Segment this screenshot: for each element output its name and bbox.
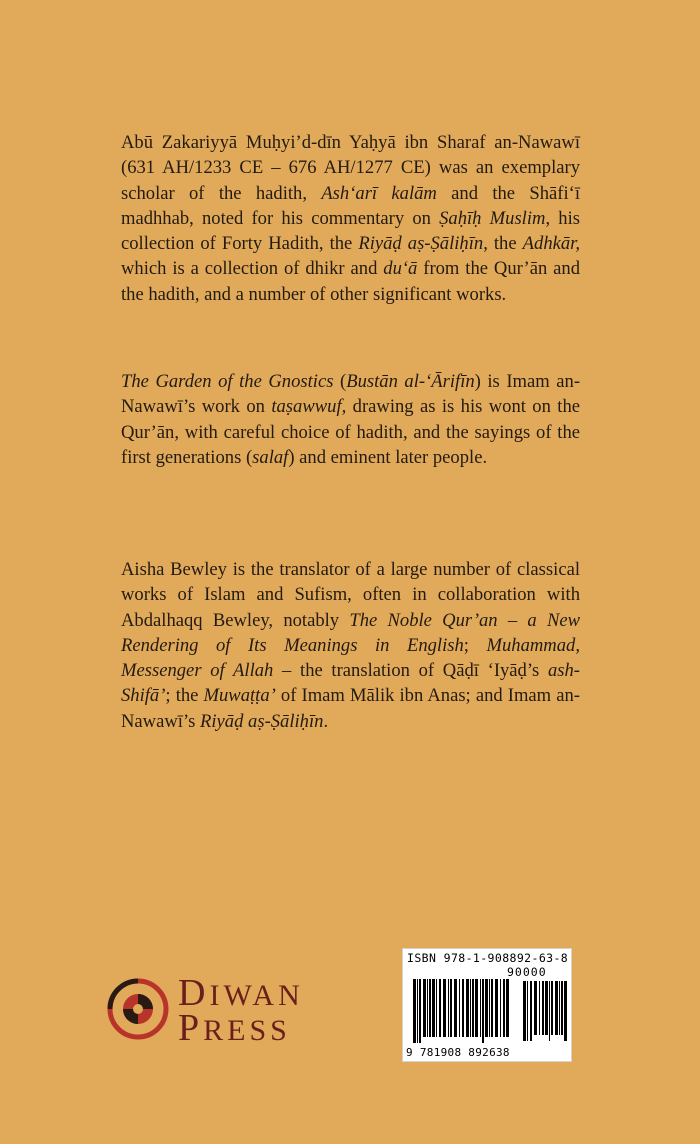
- italic-text-run: Adhkār,: [522, 233, 580, 255]
- text-run: which is a collection of dhikr and: [121, 258, 384, 280]
- barcode-bar: [506, 979, 509, 1037]
- italic-text-run: salaf: [252, 446, 289, 468]
- italic-text-run: Ṣaḥīḥ Muslim: [439, 207, 546, 229]
- addon-barcode-bars: [523, 981, 567, 1041]
- barcode-bar: [413, 979, 416, 1043]
- barcode-bar: [542, 981, 544, 1035]
- barcode-bar: [551, 981, 553, 1035]
- barcode-bar: [485, 979, 488, 1037]
- barcode-bar: [480, 979, 481, 1037]
- text-run: , his collection of Forty Hadith, the: [121, 207, 580, 255]
- barcode-bar: [555, 981, 558, 1035]
- barcode-bar: [491, 979, 493, 1037]
- italic-text-run: Riyāḍ aṣ-Ṣāliḥīn: [358, 233, 484, 255]
- text-run: (: [333, 371, 347, 392]
- barcode-bar: [423, 979, 426, 1037]
- diwan-press-logo-icon: [106, 977, 170, 1041]
- barcode-bar: [545, 981, 548, 1035]
- text-run: .: [323, 710, 329, 732]
- ean-digits: 9 781908 892638: [406, 1046, 510, 1059]
- barcode-bar: [534, 981, 537, 1035]
- text-run: ; the: [165, 685, 204, 707]
- publisher-name: [178, 972, 304, 1049]
- barcode-bar: [454, 979, 457, 1037]
- text-run: and the Shāfi‘ī madhhab, noted for his commentary on: [121, 182, 580, 229]
- text-run: ) is Imam an-Nawawī’s work on: [121, 371, 581, 418]
- translator-bio-paragraph: [121, 557, 580, 734]
- italic-text-run: The Garden of the Gnostics: [121, 371, 334, 392]
- isbn-barcode: [402, 948, 572, 1062]
- barcode-bar: [432, 979, 435, 1037]
- italic-text-run: Bustān al-‘Ārifīn: [346, 371, 475, 392]
- barcode-bar: [470, 979, 471, 1037]
- barcode-bar: [559, 981, 560, 1035]
- italic-text-run: Muwaṭṭa’: [203, 685, 276, 707]
- text-run: Abū Zakariyyā Muḥyi’d-dīn Yaḥyā ibn Sharaf an-Nawawī (631 AH/1233 CE – 676 AH/1277 CE) was an exemplary scholar of the hadith,: [121, 132, 580, 204]
- text-run: ;: [463, 634, 487, 656]
- italic-text-run: Ash‘arī kalām: [321, 182, 437, 204]
- ean-barcode-bars: [413, 979, 513, 1043]
- text-run: of Imam Mālik ibn Anas; and Imam an-Nawawī’s: [121, 685, 580, 732]
- barcode-bar: [450, 979, 452, 1037]
- barcode-bar: [539, 981, 540, 1035]
- text-run: , the: [483, 233, 523, 255]
- barcode-bar: [472, 979, 474, 1037]
- italic-text-run: taṣawwuf,: [271, 396, 347, 418]
- text-run: drawing as is his wont on the Qur’ān, with careful choice of hadith, and the sayings of the first generations (: [121, 396, 581, 468]
- text-run: Aisha Bewley is the translator of a large number of classical works of Islam and Sufism, often in collaboration with Abdalhaqq Bewley, notably: [121, 559, 580, 631]
- barcode-bar: [500, 979, 501, 1037]
- barcode-bar: [489, 979, 490, 1037]
- text-run: ) and eminent later people.: [288, 446, 488, 468]
- barcode-bar: [436, 979, 437, 1037]
- barcode-bar: [482, 979, 484, 1043]
- barcode-bar: [475, 979, 478, 1037]
- barcode-bar: [417, 979, 418, 1043]
- barcode-bar: [439, 979, 441, 1037]
- barcode-bar: [443, 979, 446, 1037]
- barcode-bar: [530, 981, 532, 1041]
- publisher-name-line-2: PRESS: [178, 1007, 291, 1049]
- barcode-bar: [427, 979, 428, 1037]
- barcode-bar: [429, 979, 431, 1037]
- author-bio-paragraph: [121, 130, 580, 307]
- barcode-bar: [495, 979, 498, 1037]
- barcode-bar: [564, 981, 567, 1041]
- italic-text-run: du‘ā: [383, 258, 418, 280]
- barcode-bar: [466, 979, 469, 1037]
- barcode-bar: [503, 979, 505, 1037]
- italic-text-run: Muhammad, Messenger of Allah: [121, 634, 580, 682]
- italic-text-run: ash-Shifā’: [121, 660, 580, 707]
- text-run: from the Qur’ān and the hadith, and a number of other significant works.: [121, 258, 580, 305]
- barcode-bar: [523, 981, 526, 1041]
- isbn-label: ISBN 978-1-908892-63-8: [407, 951, 569, 965]
- barcode-bar: [462, 979, 464, 1037]
- italic-text-run: The Noble Qur’an – a New Rendering of Its Meanings in English: [121, 609, 581, 656]
- barcode-bar: [459, 979, 460, 1037]
- text-run: – the translation of Qāḍī ‘Iyāḍ’s: [273, 660, 548, 682]
- italic-text-run: Riyāḍ aṣ-Ṣāliḥīn: [200, 710, 324, 732]
- publisher-name-line-1: DIWAN: [178, 972, 304, 1014]
- book-description-paragraph: [121, 369, 580, 470]
- barcode-bar: [527, 981, 528, 1041]
- barcode-bar: [419, 979, 421, 1043]
- barcode-bar: [561, 981, 563, 1035]
- price-addon-label: 90000: [507, 965, 547, 979]
- barcode-bar: [448, 979, 449, 1037]
- barcode-bar: [549, 981, 550, 1041]
